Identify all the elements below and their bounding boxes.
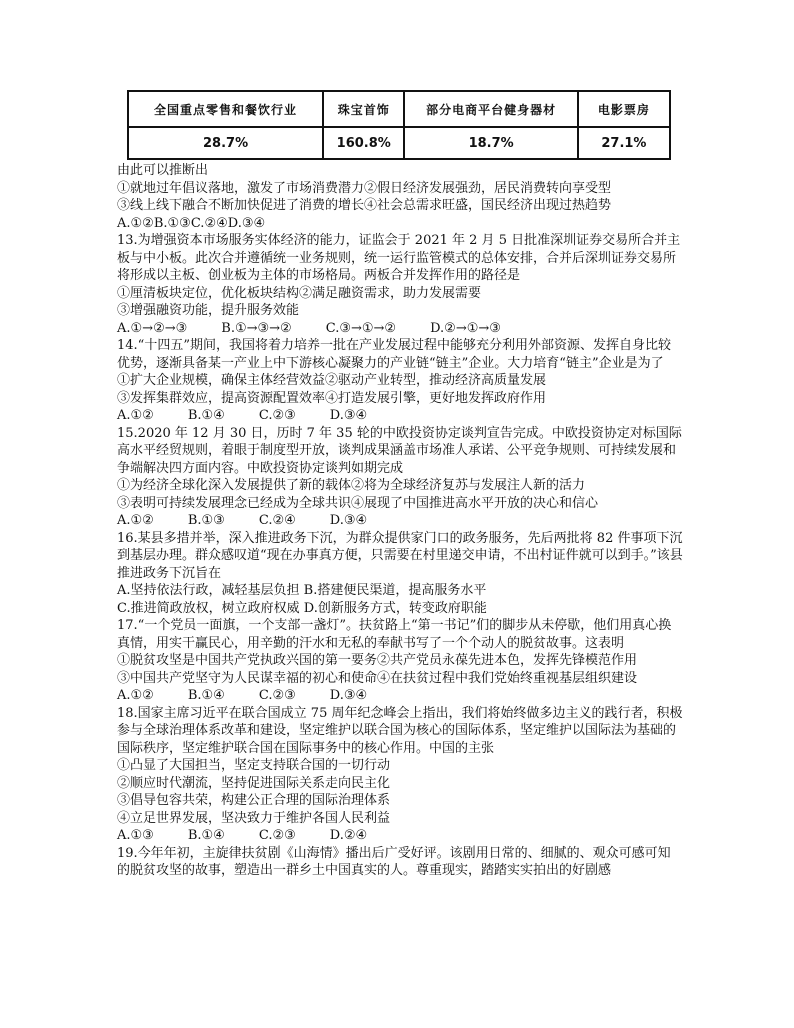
table-header-row xyxy=(128,91,670,127)
option-b: B.①→③→② xyxy=(221,320,292,336)
q18-statement-4: ④立足世界发展，坚决致力于维护各国人民利益 xyxy=(117,810,391,826)
q16-options-cd: C.推进简政放权，树立政府权威 D.创新服务方式，转变政府职能 xyxy=(117,600,487,616)
q15-options xyxy=(117,512,683,530)
option-c: C.③→①→② xyxy=(325,320,397,336)
table-cell: 28.7% xyxy=(128,127,323,159)
q14-statements-2: ③发挥集群效应，提高资源配置效率④打造发展引擎，更好地发挥政府作用 xyxy=(117,390,547,406)
q13-statements-1: ①厘清板块定位，优化板块结构②满足融资需求，助力发展需要 xyxy=(117,285,482,301)
table-value-row xyxy=(128,127,670,159)
consumption-growth-table xyxy=(127,90,671,160)
q15-stem: 15.2020 年 12 月 30 日，历时 7 年 35 轮的中欧投资协定谈判宣告完成。中欧投资协定对标国际高水平经贸规则，着眼于制度型开放，谈判成果涵盖市场准人承诺、公平竞争规则、可持续发展和争端解决四方面内容。中欧投资协定谈判如期完成 xyxy=(117,425,682,476)
table-cell: 27.1% xyxy=(578,127,670,159)
option-d: D.③④ xyxy=(329,513,368,528)
q14-options xyxy=(117,407,683,425)
option-c: C.②④ xyxy=(258,513,296,528)
option-d: D.②④ xyxy=(329,828,368,843)
q14-stem: 14.“十四五”期间，我国将着力培养一批在产业发展过程中能够充分利用外部资源、发挥自身比较优势，逐渐具备某一产业上中下游核心凝聚力的产业链“链主”企业。大力培育“链主”企业是为了 xyxy=(117,338,671,371)
option-a: A.①② xyxy=(117,408,154,423)
q18-stem: 18.国家主席习近平在联合国成立 75 周年纪念峰会上指出，我们将始终做多边主义的践行者，积极参与全球治理体系改革和建设，坚定维护以联合国为核心的国际体系，坚定维护以国际法为基础的国际秩序，坚定维护联合国在国际事务中的核心作用。中国的主张 xyxy=(117,705,683,756)
table-header-cell: 电影票房 xyxy=(578,91,670,127)
q16-stem: 16.某县多措并举，深入推进政务下沉，为群众提供家门口的政务服务，先后两批将 82 件事项下沉到基层办理。群众感叹道“现在办事真方便，只需要在村里递交申请，不出村证件就可以到手。”该县推进政务下沉旨在 xyxy=(117,530,683,581)
table-header-cell: 全国重点零售和餐饮行业 xyxy=(128,91,323,127)
questions-body xyxy=(117,162,683,880)
q15-statements-1: ①为经济全球化深入发展提供了新的载体②将为全球经济复苏与发展注人新的活力 xyxy=(117,478,586,493)
q17-stem: 17.“一个党员一面旗，一个支部一盏灯”。扶贫路上“第一书记”们的脚步从未停歇，他们用真心换真情，用实干赢民心，用辛勤的汗水和无私的奉献书写了一个个动人的脱贫故事。这表明 xyxy=(117,618,672,651)
q13-stem: 13.为增强资本市场服务实体经济的能力，证监会于 2021 年 2 月 5 日批准深圳证券交易所合并主板与中小板。此次合并遵循统一业务规则，统一运行监管模式的总体安排，合并后深圳证券交易所将形成以主板、创业板为主体的市场格局。两板合并发挥作用的路径是 xyxy=(117,233,681,283)
q16-options-ab: A.坚持依法行政，减轻基层负担 B.搭建便民渠道，提高服务水平 xyxy=(117,583,487,598)
option-c: C.②③ xyxy=(258,408,296,423)
q17-statements-1: ①脱贫攻坚是中国共产党执政兴国的第一要务②共产党员永葆先进本色，发挥先锋模范作用 xyxy=(117,653,638,668)
option-a: A.①→②→③ xyxy=(117,320,188,336)
option-d: D.③④ xyxy=(329,408,368,423)
option-b: B.①③ xyxy=(187,513,225,528)
q18-options xyxy=(117,827,683,845)
table-cell: 18.7% xyxy=(404,127,577,159)
option-a: A.①② xyxy=(117,688,154,703)
option-b: B.①④ xyxy=(187,408,225,423)
q15-statements-2: ③表明可持续发展理念已经成为全球共识④展现了中国推进高水平开放的决心和信心 xyxy=(117,495,599,511)
option-d: D.③④ xyxy=(329,688,368,703)
option-b: B.①④ xyxy=(187,828,225,843)
q18-statement-1: ①凸显了大国担当，坚定支持联合国的一切行动 xyxy=(117,758,391,773)
option-b: B.①④ xyxy=(187,688,225,703)
table-header-cell: 部分电商平台健身器材 xyxy=(404,91,577,127)
q12-intro: 由此可以推断出 xyxy=(117,163,209,178)
q19-stem: 19.今年年初，主旋律扶贫剧《山海情》播出后广受好评。该剧用日常的、细腻的、观众可感可知的脱贫攻坚的故事，塑造出一群乡土中国真实的人。尊重现实，踏踏实实拍出的好剧感 xyxy=(117,845,671,878)
q12-statements-2: ③线上线下融合不断加快促进了消费的增长④社会总需求旺盛，国民经济出现过热趋势 xyxy=(117,198,612,213)
q12-statements-1: ①就地过年倡议落地，激发了市场消费潜力②假日经济发展强劲，居民消费转向享受型 xyxy=(117,180,612,196)
q13-statements-2: ③增强融资功能，提升服务效能 xyxy=(117,303,300,318)
option-c: C.②③ xyxy=(258,688,296,703)
q18-statement-3: ③倡导包容共荣，构建公正合理的国际治理体系 xyxy=(117,793,391,808)
q17-options xyxy=(117,687,683,705)
option-a: A.①② xyxy=(117,513,154,528)
q14-statements-1: ①扩大企业规模，确保主体经营效益②驱动产业转型，推动经济高质量发展 xyxy=(117,373,547,388)
option-a: A.①③ xyxy=(117,828,154,843)
q13-options xyxy=(117,320,683,338)
option-c: C.②③ xyxy=(258,828,296,843)
q12-options: A.①②B.①③C.②④D.③④ xyxy=(117,215,266,231)
table-header-cell: 珠宝首饰 xyxy=(323,91,404,127)
table-cell: 160.8% xyxy=(323,127,404,159)
option-d: D.②→①→③ xyxy=(430,320,501,336)
q17-statements-2: ③中国共产党坚守为人民谋幸福的初心和使命④在扶贫过程中我们党始终重视基层组织建设 xyxy=(117,670,638,686)
q18-statement-2: ②顺应时代潮流，坚持促进国际关系走向民主化 xyxy=(117,775,391,791)
